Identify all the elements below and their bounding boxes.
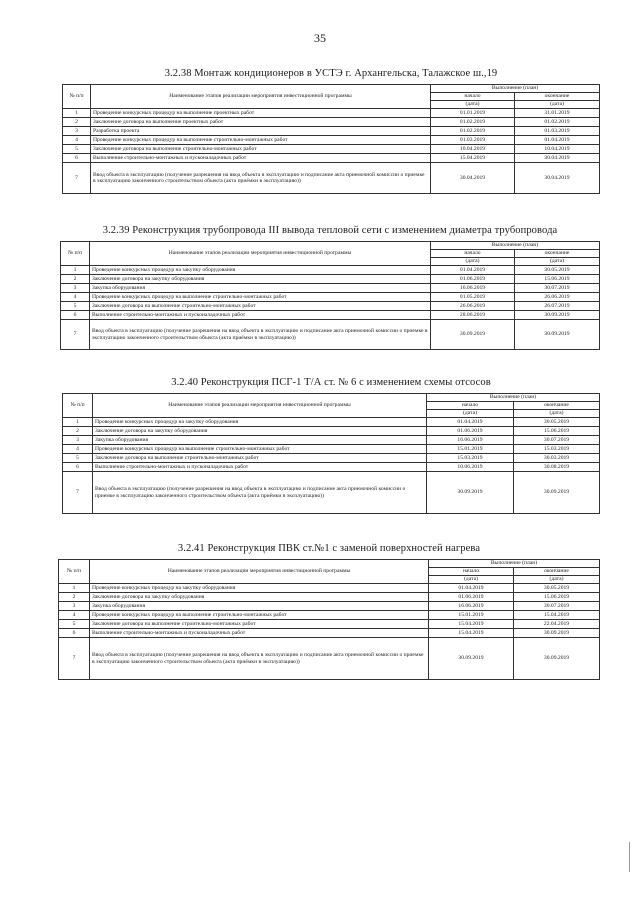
table-row — [63, 418, 600, 427]
end-date: 31.01.2019 — [515, 109, 600, 118]
stage-name: Разработка проекта — [91, 127, 431, 136]
start-date: 30.09.2019 — [429, 638, 514, 680]
start-date: 28.06.2019 — [431, 311, 515, 320]
table-row — [63, 145, 600, 154]
table-row — [63, 472, 600, 514]
end-date: 30.09.2019 — [515, 311, 600, 320]
row-number: 3 — [59, 602, 90, 611]
stage-name: Выполнение строительно-монтажных и пусконаладочных работ — [90, 311, 431, 320]
col-header-num: № п/п — [61, 242, 90, 266]
table-row — [61, 284, 600, 293]
end-date: 10.04.2019 — [515, 145, 600, 154]
table-row — [61, 266, 600, 275]
start-date: 15.04.2019 — [429, 629, 514, 638]
row-number: 7 — [61, 320, 90, 350]
col-header-execution: Выполнение (план) — [431, 242, 600, 250]
col-header-name: Наименование этапов реализации мероприятия инвестиционной программы — [93, 394, 427, 418]
row-number: 4 — [63, 136, 91, 145]
col-header-end: окончание — [514, 568, 600, 576]
end-date: 01.02.2019 — [515, 118, 600, 127]
start-date: 01.05.2019 — [431, 293, 515, 302]
stage-name: Проведение конкурсных процедур на закупку оборудования — [90, 266, 431, 275]
end-date: 15.03.2019 — [514, 445, 600, 454]
table-row — [59, 593, 600, 602]
stage-name: Заключение договора на выполнение строительно-монтажных работ — [91, 145, 431, 154]
start-date: 01.01.2019 — [431, 109, 515, 118]
row-number: 4 — [61, 293, 90, 302]
start-date: 16.06.2019 — [427, 436, 514, 445]
end-date: 15.06.2019 — [514, 593, 600, 602]
row-number: 2 — [63, 118, 91, 127]
section-title: 3.2.40 Реконструкция ПСГ-1 Т/А ст. № 6 с изменением схемы отсосов — [171, 377, 491, 388]
table-row — [63, 127, 600, 136]
col-header-start-unit: (дата) — [431, 101, 515, 109]
row-number: 7 — [63, 472, 93, 514]
col-header-end: окончание — [515, 93, 600, 101]
col-header-name: Наименование этапов реализации мероприятия инвестиционной программы — [91, 85, 431, 109]
table-row — [63, 463, 600, 472]
col-header-num: № п/п — [63, 394, 93, 418]
section-title: 3.2.39 Реконструкция трубопровода III вывода тепловой сети с изменением диаметра трубопровода — [102, 225, 558, 236]
section-title: 3.2.38 Монтаж кондиционеров в УСТЭ г. Архангельска, Талажское ш.,19 — [164, 68, 498, 79]
stage-name: Проведение конкурсных процедур на закупку оборудования — [93, 418, 427, 427]
table-row — [63, 427, 600, 436]
start-date: 01.04.2019 — [427, 418, 514, 427]
table-row — [61, 275, 600, 284]
col-header-name: Наименование этапов реализации мероприятия инвестиционной программы — [90, 242, 431, 266]
page-number: 35 — [314, 31, 326, 45]
stage-name: Выполнение строительно-монтажных и пусконаладочных работ — [91, 154, 431, 163]
stage-name: Выполнение строительно-монтажных и пусконаладочных работ — [90, 629, 429, 638]
table-row — [63, 454, 600, 463]
start-date: 15.03.2019 — [427, 454, 514, 463]
stage-name: Ввод объекта в эксплуатацию (получение разрешения на ввод объекта в эксплуатацию и подписание акта приемочной комиссии о приемке в эксплуатацию законченного строительством объекта (акта приёмки в эксплуатацию)) — [93, 472, 427, 514]
stage-name: Проведение конкурсных процедур на закупку оборудования — [90, 584, 429, 593]
table-row — [59, 620, 600, 629]
start-date: 15.04.2019 — [431, 154, 515, 163]
start-date: 30.09.2019 — [427, 472, 514, 514]
col-header-name: Наименование этапов реализации мероприятия инвестиционной программы — [90, 560, 429, 584]
start-date: 16.06.2019 — [429, 602, 514, 611]
table-row — [63, 109, 600, 118]
end-date: 30.08.2019 — [514, 463, 600, 472]
row-number: 6 — [63, 154, 91, 163]
row-number: 5 — [63, 145, 91, 154]
stage-name: Ввод объекта в эксплуатацию (получение разрешения на ввод объекта в эксплуатацию и подписание акта приемочной комиссии о приемке в эксплуатацию законченного строительством объекта (акта приёмки в эксплуатацию)) — [90, 320, 431, 350]
section-3-2-38 — [62, 68, 600, 194]
row-number: 4 — [63, 445, 93, 454]
start-date: 30.04.2019 — [431, 163, 515, 194]
row-number: 6 — [59, 629, 90, 638]
stage-name: Проведение конкурсных процедур на выполнение проектных работ — [91, 109, 431, 118]
col-header-end-unit: (дата) — [514, 576, 600, 584]
end-date: 30.09.2019 — [514, 629, 600, 638]
end-date: 30.03.2019 — [514, 454, 600, 463]
table-row — [63, 445, 600, 454]
end-date: 30.07.2019 — [514, 436, 600, 445]
stage-name: Заключение договора на закупку оборудования — [90, 593, 429, 602]
row-number: 3 — [63, 436, 93, 445]
col-header-start: начало — [431, 93, 515, 101]
end-date: 15.06.2019 — [514, 427, 600, 436]
table-row — [61, 293, 600, 302]
table-row — [63, 436, 600, 445]
row-number: 1 — [59, 584, 90, 593]
start-date: 10.06.2019 — [427, 463, 514, 472]
plan-table — [62, 84, 600, 194]
table-row — [59, 638, 600, 680]
col-header-start-unit: (дата) — [429, 576, 514, 584]
row-number: 1 — [63, 418, 93, 427]
table-row — [63, 136, 600, 145]
end-date: 30.04.2019 — [515, 154, 600, 163]
col-header-start-unit: (дата) — [431, 258, 515, 266]
table-row — [63, 118, 600, 127]
col-header-start-unit: (дата) — [427, 410, 514, 418]
row-number: 1 — [63, 109, 91, 118]
table-row — [59, 602, 600, 611]
row-number: 2 — [63, 427, 93, 436]
start-date: 15.04.2019 — [429, 620, 514, 629]
start-date: 01.02.2019 — [431, 127, 515, 136]
stage-name: Проведение конкурсных процедур на выполнение строительно-монтажных работ — [93, 445, 427, 454]
start-date: 01.04.2019 — [431, 266, 515, 275]
end-date: 30.07.2019 — [515, 284, 600, 293]
section-3-2-40 — [62, 377, 600, 514]
stage-name: Заключение договора на закупку оборудования — [93, 427, 427, 436]
start-date: 01.03.2019 — [431, 136, 515, 145]
col-header-end-unit: (дата) — [515, 258, 600, 266]
plan-table — [58, 559, 600, 680]
end-date: 30.05.2019 — [514, 584, 600, 593]
start-date: 01.06.2019 — [431, 275, 515, 284]
start-date: 10.04.2019 — [431, 145, 515, 154]
table-row — [59, 584, 600, 593]
end-date: 30.05.2019 — [515, 266, 600, 275]
start-date: 15.01.2019 — [429, 611, 514, 620]
table-row — [59, 611, 600, 620]
stage-name: Закупка оборудования — [90, 602, 429, 611]
col-header-num: № п/п — [59, 560, 90, 584]
end-date: 01.04.2019 — [515, 136, 600, 145]
stage-name: Закупка оборудования — [90, 284, 431, 293]
plan-table — [60, 241, 600, 350]
start-date: 01.06.2019 — [427, 427, 514, 436]
row-number: 5 — [59, 620, 90, 629]
stage-name: Заключение договора на выполнение строительно-монтажных работ — [93, 454, 427, 463]
row-number: 3 — [61, 284, 90, 293]
col-header-end-unit: (дата) — [514, 410, 600, 418]
col-header-end-unit: (дата) — [515, 101, 600, 109]
end-date: 30.07.2019 — [514, 602, 600, 611]
stage-name: Заключение договора на выполнение строительно-монтажных работ — [90, 302, 431, 311]
table-row — [59, 629, 600, 638]
end-date: 15.06.2019 — [515, 275, 600, 284]
row-number: 2 — [59, 593, 90, 602]
start-date: 01.06.2019 — [429, 593, 514, 602]
row-number: 3 — [63, 127, 91, 136]
start-date: 30.09.2019 — [431, 320, 515, 350]
end-date: 30.09.2019 — [514, 638, 600, 680]
col-header-execution: Выполнение (план) — [431, 85, 600, 93]
end-date: 30.09.2019 — [515, 320, 600, 350]
table-row — [63, 163, 600, 194]
start-date: 15.01.2019 — [427, 445, 514, 454]
row-number: 7 — [59, 638, 90, 680]
section-title: 3.2.41 Реконструкция ПВК ст.№1 с заменой поверхностей нагрева — [177, 543, 481, 554]
start-date: 01.02.2019 — [431, 118, 515, 127]
col-header-start: начало — [429, 568, 514, 576]
row-number: 2 — [61, 275, 90, 284]
col-header-num: № п/п — [63, 85, 91, 109]
stage-name: Проведение конкурсных процедур на выполнение строительно-монтажных работ — [90, 611, 429, 620]
col-header-start: начало — [431, 250, 515, 258]
row-number: 1 — [61, 266, 90, 275]
col-header-end: окончание — [515, 250, 600, 258]
stage-name: Заключение договора на выполнение строительно-монтажных работ — [90, 620, 429, 629]
col-header-start: начало — [427, 402, 514, 410]
stage-name: Заключение договора на закупку оборудования — [90, 275, 431, 284]
end-date: 30.09.2019 — [514, 472, 600, 514]
stage-name: Закупка оборудования — [93, 436, 427, 445]
start-date: 26.06.2019 — [431, 302, 515, 311]
stage-name: Проведение конкурсных процедур на выполнение строительно-монтажных работ — [90, 293, 431, 302]
end-date: 26.06.2019 — [515, 293, 600, 302]
end-date: 22.04.2019 — [514, 620, 600, 629]
table-row — [61, 302, 600, 311]
end-date: 15.04.2019 — [514, 611, 600, 620]
col-header-execution: Выполнение (план) — [427, 394, 600, 402]
row-number: 7 — [63, 163, 91, 194]
col-header-execution: Выполнение (план) — [429, 560, 600, 568]
stage-name: Ввод объекта в эксплуатацию (получение разрешения на ввод объекта в эксплуатацию и подписание акта приемочной комиссии о приемке в эксплуатацию законченного строительством объекта (акта приёмки в эксплуатацию)) — [91, 163, 431, 194]
row-number: 5 — [61, 302, 90, 311]
scan-edge-mark — [629, 842, 634, 872]
stage-name: Ввод объекта в эксплуатацию (получение разрешения на ввод объекта в эксплуатацию и подписание акта приемочной комиссии о приемке в эксплуатацию законченного строительством объекта (акта приёмки в эксплуатацию)) — [90, 638, 429, 680]
end-date: 30.04.2019 — [515, 163, 600, 194]
row-number: 6 — [63, 463, 93, 472]
stage-name: Проведение конкурсных процедур на выполнение строительно-монтажных работ — [91, 136, 431, 145]
section-3-2-39 — [60, 225, 600, 350]
col-header-end: окончание — [514, 402, 600, 410]
stage-name: Выполнение строительно-монтажных и пусконаладочных работ — [93, 463, 427, 472]
row-number: 5 — [63, 454, 93, 463]
table-row — [63, 154, 600, 163]
table-row — [61, 311, 600, 320]
row-number: 4 — [59, 611, 90, 620]
start-date: 01.04.2019 — [429, 584, 514, 593]
plan-table — [62, 393, 600, 514]
table-row — [61, 320, 600, 350]
start-date: 16.06.2019 — [431, 284, 515, 293]
row-number: 6 — [61, 311, 90, 320]
end-date: 26.07.2019 — [515, 302, 600, 311]
stage-name: Заключение договора на выполнение проектных работ — [91, 118, 431, 127]
section-3-2-41 — [58, 543, 600, 680]
end-date: 30.05.2019 — [514, 418, 600, 427]
end-date: 01.03.2019 — [515, 127, 600, 136]
